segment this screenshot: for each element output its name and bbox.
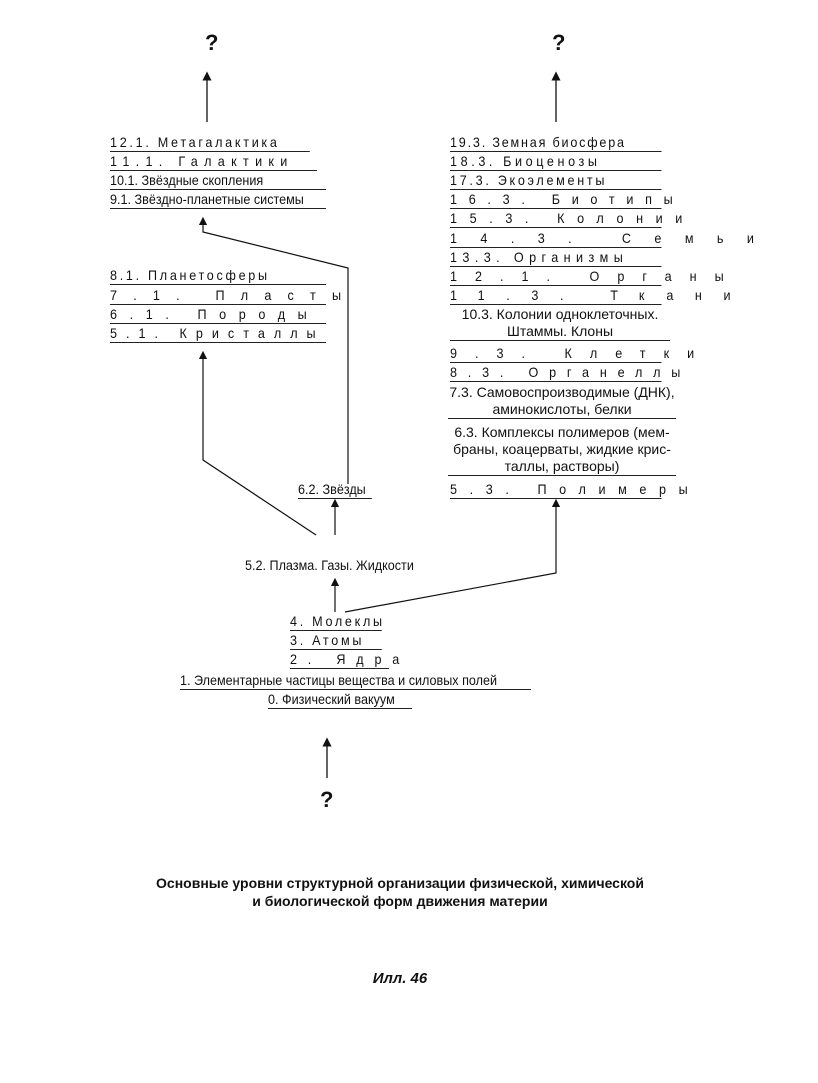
- level-8-1: 8.1. Планетосферы: [110, 267, 326, 285]
- level-4: 4. Молеклы: [290, 613, 385, 629]
- level-3: 3. Атомы: [290, 632, 382, 650]
- illustration-number: Илл. 46: [372, 970, 428, 987]
- level-6-2: 6.2. Звёзды: [298, 481, 372, 499]
- caption-line1: Основные уровни структурной организации физической, химической: [156, 875, 644, 891]
- level-6-3-line2: браны, коацерваты, жидкие крис-: [453, 441, 671, 457]
- level-0: 0. Физический вакуум: [268, 691, 412, 709]
- level-11-3: 11.3. Ткани: [450, 287, 753, 303]
- question-top-right: ?: [552, 30, 566, 55]
- level-6-1: 6.1. Породы: [110, 306, 326, 324]
- level-17-3: 17.3. Экоэлементы: [450, 172, 662, 190]
- question-bottom: ?: [320, 787, 334, 812]
- level-8-3: 8.3. Органеллы: [450, 364, 692, 380]
- level-12-1: 12.1. Метагалактика: [110, 134, 310, 152]
- level-10-1: 10.1. Звёздные скопления: [110, 172, 326, 190]
- level-7-3: [448, 384, 676, 419]
- level-6-3-line3: таллы, растворы): [448, 458, 676, 476]
- question-top-left: ?: [205, 30, 219, 55]
- level-7-3-line1: 7.3. Самовоспроизводимые (ДНК),: [449, 384, 675, 400]
- level-10-3-line1: 10.3. Колонии одноклеточных.: [461, 306, 659, 322]
- arrow-plasma-to-crystals: [203, 355, 316, 535]
- level-9-3: 9.3. Клетки: [450, 345, 713, 361]
- level-9-1: 9.1. Звёздно-планетные системы: [110, 191, 326, 209]
- level-12-3: 12.1. Органы: [450, 268, 742, 284]
- arrow-stars-to-systems: [203, 221, 348, 484]
- level-5-3: 5.3. Полимеры: [450, 481, 701, 497]
- level-7-1: 7.1. Пласты: [110, 287, 358, 303]
- level-16-3: 16.3. Биотипы: [450, 191, 685, 207]
- level-6-3: [448, 424, 676, 476]
- level-15-3: 15.3. Колонии: [450, 210, 695, 226]
- level-19-3: 19.3. Земная биосфера: [450, 134, 662, 152]
- level-14-3: 14.3. Семьи: [450, 230, 778, 246]
- level-10-3-line2: Штаммы. Клоны: [450, 323, 670, 341]
- level-11-1: 11.1. Галактики: [110, 153, 317, 171]
- level-1: 1. Элементарные частицы вещества и силовых полей: [180, 672, 531, 690]
- level-10-3: [450, 306, 670, 341]
- level-13-3: 13.3. Организмы: [450, 249, 662, 267]
- level-7-3-line2: аминокислоты, белки: [448, 401, 676, 419]
- level-6-3-line1: 6.3. Комплексы полимеров (мем-: [454, 424, 670, 440]
- level-5-1: 5.1. Кристаллы: [110, 325, 325, 341]
- caption-line2: и биологической форм движения материи: [252, 893, 548, 909]
- diagram-caption: [90, 874, 710, 910]
- level-2: 2. Ядра: [290, 651, 411, 667]
- level-5-2: 5.2. Плазма. Газы. Жидкости: [245, 557, 414, 573]
- level-18-3: 18.3. Биоценозы: [450, 153, 662, 171]
